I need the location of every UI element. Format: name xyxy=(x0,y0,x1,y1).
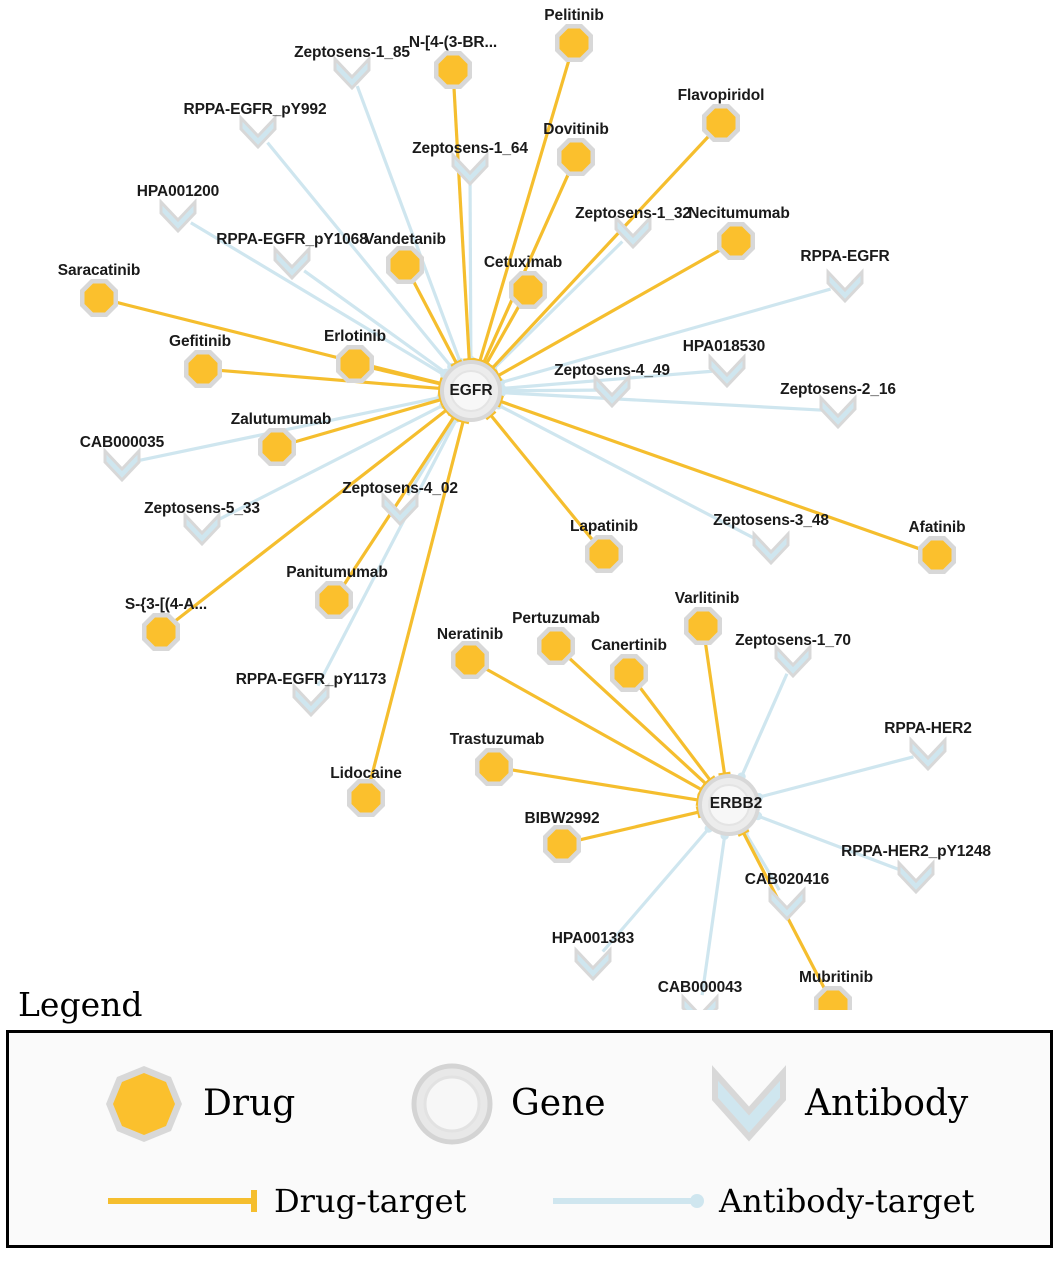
antibody-node-label: Zeptosens-4_02 xyxy=(342,480,458,497)
antibody-node-label: Zeptosens-4_49 xyxy=(554,362,670,379)
drug-node[interactable] xyxy=(509,271,547,309)
antibody-node-label: Zeptosens-1_85 xyxy=(294,44,410,61)
drug-node[interactable] xyxy=(336,345,374,383)
antibody-node[interactable] xyxy=(294,686,328,715)
drug-node-label: Lapatinib xyxy=(570,518,638,535)
legend-entry-antibody-target xyxy=(549,1182,975,1220)
drug-node[interactable] xyxy=(386,246,424,284)
graph-edge xyxy=(344,417,454,584)
antibody-node[interactable] xyxy=(770,890,804,919)
graph-edge xyxy=(502,393,823,410)
drug-node[interactable] xyxy=(557,138,595,176)
drug-node-label: Varlitinib xyxy=(674,590,740,607)
antibody-node[interactable] xyxy=(335,59,369,88)
gene-node-label: EGFR xyxy=(449,382,493,399)
antibody-node-label: CAB020416 xyxy=(744,871,830,888)
antibody-node[interactable] xyxy=(185,515,219,544)
antibody-node-label: HPA001383 xyxy=(551,930,635,947)
drug-node-label: Gefitinib xyxy=(169,333,231,350)
drug-node-label: Flavopiridol xyxy=(677,87,765,104)
drug-node[interactable] xyxy=(555,24,593,62)
drug-node-label: Necitumumab xyxy=(688,205,790,222)
drug-node[interactable] xyxy=(585,535,623,573)
legend-box xyxy=(6,1030,1053,1248)
graph-edge xyxy=(374,368,441,384)
drug-node-label: Cetuximab xyxy=(483,254,563,271)
graph-edge xyxy=(759,757,913,797)
drug-node[interactable] xyxy=(537,627,575,665)
graph-edge xyxy=(500,401,919,548)
drug-node-label: BIBW2992 xyxy=(524,810,600,827)
drug-node[interactable] xyxy=(347,779,385,817)
legend-label-antibody: Antibody xyxy=(805,1083,969,1124)
drug-node-label: S-{3-[(4-A... xyxy=(124,596,208,613)
antibody-node-label: Zeptosens-1_32 xyxy=(575,205,691,222)
legend-entry-antibody xyxy=(709,1063,968,1145)
chevron-down-icon xyxy=(709,1063,789,1145)
circle-icon xyxy=(409,1061,495,1147)
graph-edge xyxy=(742,674,787,777)
drug-node[interactable] xyxy=(142,613,180,651)
drug-node[interactable] xyxy=(918,536,956,574)
drug-node-label: Erlotinib xyxy=(324,328,386,345)
antibody-node-label: HPA001200 xyxy=(136,183,220,200)
legend-label-gene: Gene xyxy=(511,1083,606,1124)
antibody-node-label: Zeptosens-1_64 xyxy=(412,140,528,157)
legend-label-drug: Drug xyxy=(203,1083,296,1124)
drug-node[interactable] xyxy=(434,51,472,89)
drug-node-label: Lidocaine xyxy=(330,765,402,782)
drug-node-label: Mubritinib xyxy=(799,969,873,986)
antibody-node-label: RPPA-EGFR_pY1173 xyxy=(235,671,387,688)
drug-node[interactable] xyxy=(258,428,296,466)
drug-node-label: Dovitinib xyxy=(543,121,609,138)
legend-label-antibody-target: Antibody-target xyxy=(719,1182,975,1220)
antibody-node-label: Zeptosens-5_33 xyxy=(144,500,260,517)
antibody-node-label: CAB000035 xyxy=(79,434,165,451)
drug-node-label: N-[4-(3-BR... xyxy=(408,34,498,51)
antibody-node[interactable] xyxy=(776,647,810,676)
graph-edge xyxy=(702,836,725,995)
antibody-node[interactable] xyxy=(899,863,933,892)
drug-node-label: Zalutumumab xyxy=(230,411,332,428)
antibody-node[interactable] xyxy=(595,377,629,406)
drug-node[interactable] xyxy=(684,607,722,645)
antibody-node-label: HPA018530 xyxy=(682,338,766,355)
graph-edge xyxy=(304,271,446,373)
drug-node-label: Neratinib xyxy=(436,626,504,643)
drug-node-label: Pertuzumab xyxy=(512,610,600,627)
antibody-node-label: CAB000043 xyxy=(657,979,743,996)
antibody-node-label: RPPA-HER2_pY1248 xyxy=(841,843,991,860)
antibody-node[interactable] xyxy=(754,534,788,563)
antibody-node[interactable] xyxy=(161,202,195,231)
drug-node-label: Vandetanib xyxy=(364,231,446,248)
drug-node[interactable] xyxy=(610,654,648,692)
legend xyxy=(0,985,1059,1248)
drug-node[interactable] xyxy=(184,350,222,388)
drug-node-label: Pelitinib xyxy=(544,7,604,24)
antibody-node[interactable] xyxy=(828,272,862,301)
drug-node[interactable] xyxy=(543,825,581,863)
octagon-icon xyxy=(101,1061,187,1147)
antibody-node[interactable] xyxy=(275,249,309,278)
legend-entry-drug xyxy=(101,1061,295,1147)
drug-node-label: Afatinib xyxy=(908,519,966,536)
antibody-target-edge-icon xyxy=(549,1186,709,1216)
antibody-node[interactable] xyxy=(241,118,275,147)
drug-node-label: Saracatinib xyxy=(57,262,141,279)
legend-entry-gene xyxy=(409,1061,606,1147)
antibody-node-label: Zeptosens-3_48 xyxy=(713,512,829,529)
graph-edge xyxy=(706,645,725,775)
drug-node-label: Panitumumab xyxy=(286,564,388,581)
drug-node[interactable] xyxy=(717,222,755,260)
gene-node-label: ERBB2 xyxy=(709,795,763,812)
antibody-node-label: RPPA-HER2 xyxy=(884,720,972,737)
graph-edge xyxy=(222,371,440,389)
drug-node[interactable] xyxy=(702,104,740,142)
antibody-node[interactable] xyxy=(821,398,855,427)
antibody-node[interactable] xyxy=(710,357,744,386)
legend-label-drug-target: Drug-target xyxy=(274,1182,467,1220)
drug-node-label: Canertinib xyxy=(591,637,667,654)
graph-edge xyxy=(454,89,469,360)
graph-edge xyxy=(502,390,597,391)
antibody-node[interactable] xyxy=(105,451,139,480)
legend-title: Legend xyxy=(18,985,143,1024)
antibody-node-label: RPPA-EGFR_pY1068 xyxy=(216,231,368,248)
legend-entry-drug-target xyxy=(104,1182,467,1220)
drug-target-edge-icon xyxy=(104,1186,264,1216)
graph-edge xyxy=(513,770,699,800)
graph-edge xyxy=(470,183,471,360)
antibody-node-label: Zeptosens-1_70 xyxy=(735,632,851,649)
drug-node[interactable] xyxy=(451,641,489,679)
drug-node-label: Trastuzumab xyxy=(449,731,545,748)
antibody-node[interactable] xyxy=(911,740,945,769)
drug-node[interactable] xyxy=(315,581,353,619)
drug-node[interactable] xyxy=(475,748,513,786)
antibody-node-label: RPPA-EGFR xyxy=(800,248,890,265)
graph-edge xyxy=(480,61,569,361)
antibody-node-label: Zeptosens-2_16 xyxy=(780,381,896,398)
antibody-node[interactable] xyxy=(576,950,610,979)
antibody-node-label: RPPA-EGFR_pY992 xyxy=(183,101,327,118)
drug-node[interactable] xyxy=(80,279,118,317)
